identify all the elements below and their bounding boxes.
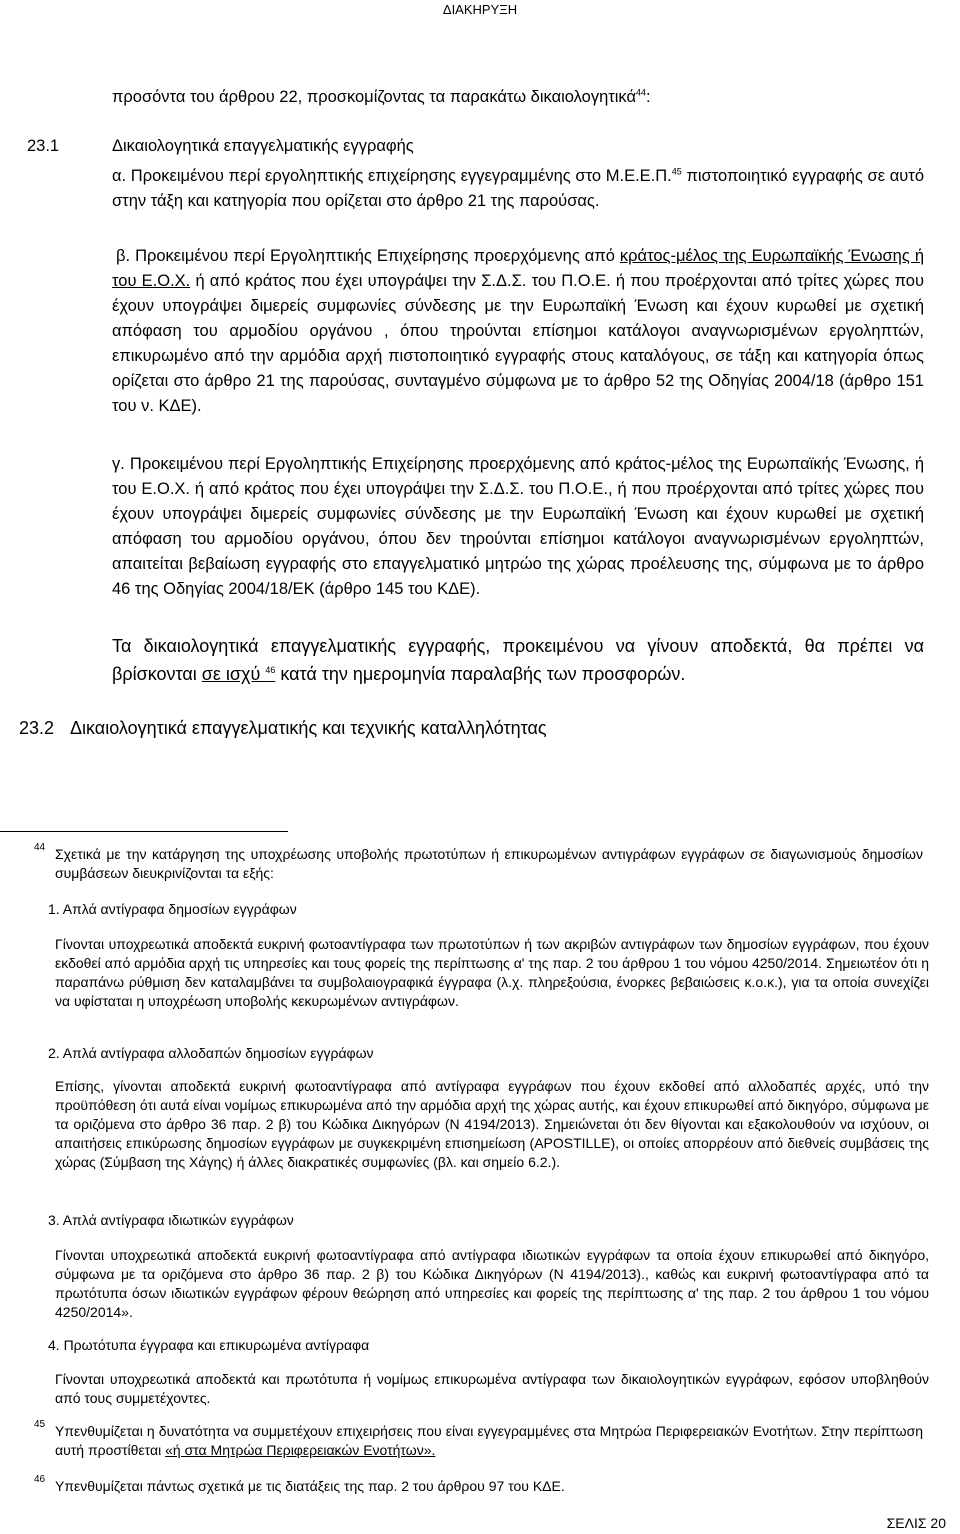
validity-underlined: σε ισχύ $^{46}$	[201, 664, 276, 684]
validity-prefix: Τα δικαιολογητικά επαγγελματικής εγγραφής, προκειμένου να γίνουν αποδεκτά, θα πρέπει να βρίσκονται	[112, 636, 924, 684]
intro-text: προσόντα του άρθρου 22, προσκομίζοντας τα παρακάτω δικαιολογητικά	[112, 88, 637, 106]
validity-rest: κατά την ημερομηνία παραλαβής των προσφορών.	[275, 664, 686, 684]
item-b-prefix: β. Προκειμένου περί Εργοληπτικής Επιχείρησης προερχόμενης από	[116, 247, 620, 265]
item-b-underlined: κράτος-μέλος της Ευρωπαϊκής Ένωσης ή του Ε.Ο.Χ.	[112, 247, 924, 290]
item-a-text-2: πιστοποιητικό εγγραφής σε αυτό στην τάξη και κατηγορία που ορίζεται στο άρθρο 21 της παρούσας.	[112, 167, 925, 210]
footnote-44-intro: Σχετικά με την κατάργηση της υποχρέωσης υποβολής πρωτοτύπων ή επικυρωμένων αντιγράφων εγγράφων σε διαγωνισμούς δημοσίων συμβάσεων διευκρινίζονται τα εξής:	[55, 846, 923, 881]
section-23-2-title: Δικαιολογητικά επαγγελματικής και τεχνικής καταλληλότητας	[70, 718, 547, 738]
footnote-ref-45[interactable]: 45	[671, 166, 682, 177]
item-b-paragraph	[112, 244, 924, 419]
footnote-45-body: Υπενθυμίζεται η δυνατότητα να συμμετέχουν επιχειρήσεις που είναι εγγεγραμμένες στα Μητρώα Περιφερειακών Ενοτήτων. Στην περίπτωση αυτή προστίθεται	[55, 1423, 923, 1458]
intro-paragraph	[112, 85, 912, 110]
intro-end: :	[646, 88, 651, 106]
footnote-44-number: 44	[34, 842, 46, 853]
footnote-45-number: 45	[34, 1419, 46, 1430]
footnote-item-4-title: 4. Πρωτότυπα έγγραφα και επικυρωμένα αντίγραφα	[48, 1337, 370, 1353]
footnote-46-number: 46	[34, 1474, 46, 1485]
footnote-item-2-title: 2. Απλά αντίγραφα αλλοδαπών δημοσίων εγγράφων	[48, 1045, 374, 1061]
validity-paragraph	[112, 632, 924, 688]
item-a-paragraph	[112, 164, 924, 214]
page-number: ΣΕΛΙΣ 20	[886, 1515, 946, 1531]
footnote-item-1-text: Γίνονται υποχρεωτικά αποδεκτά ευκρινή φωτοαντίγραφα των πρωτοτύπων ή των ακριβών αντιγράφων των δημοσίων εγγράφων, που έχουν εκδοθεί από αρμόδια αρχή τις υπηρεσίες και τους φορείς της περίπτωσης α' της παρ. 2 του άρθρου 1 του νόμου 4250/2014. Σημειωτέον ότι η παραπάνω ρύθμιση δεν καταλαμβάνει τα συμβολαιογραφικά έγγραφα (λ.χ. πληρεξούσια, ένορκες βεβαιώσεις κ.ο.κ.), για τα οποία συνεχίζει να υφίσταται η υποχρέωση υποβολής κεκυρωμένων αντιγράφων.	[55, 936, 929, 1009]
footnote-45-underlined: «ή στα Μητρώα Περιφερειακών Ενοτήτων».	[165, 1442, 436, 1458]
footnote-ref-46[interactable]: 46	[265, 665, 276, 675]
item-a-text-1: α. Προκειμένου περί εργοληπτικής επιχείρησης εγγεγραμμένης στο Μ.Ε.Ε.Π.	[112, 167, 672, 185]
footnote-46-text: Υπενθυμίζεται πάντως σχετικά με τις διατάξεις της παρ. 2 του άρθρου 97 του ΚΔΕ.	[55, 1478, 565, 1494]
footnote-item-3-text: Γίνονται υποχρεωτικά αποδεκτά ευκρινή φωτοαντίγραφα από αντίγραφα ιδιωτικών εγγράφων τα οποία έχουν επικυρωθεί από δικηγόρο, σύμφωνα με τα οριζόμενα στο άρθρο 36 παρ. 2 β) του Κώδικα Δικηγόρων (Ν 4194/2013)., καθώς και ευκρινή φωτοαντίγραφα από τα πρωτότυπα όσων ιδιωτικών εγγράφων φέρουν θεώρηση από υπηρεσίες και φορείς της περίπτωσης α' της παρ. 2 του άρθρου 1 του νόμου 4250/2014».	[55, 1247, 929, 1320]
footnote-item-4-text: Γίνονται υποχρεωτικά αποδεκτά και πρωτότυπα ή νομίμως επικυρωμένα αντίγραφα των δικαιολογητικών εγγράφων, εφόσον υποβληθούν από τους συμμετέχοντες.	[55, 1371, 929, 1406]
footnote-item-1-title: 1. Απλά αντίγραφα δημοσίων εγγράφων	[48, 901, 297, 917]
footnote-separator	[0, 831, 288, 832]
section-23-1-title: Δικαιολογητικά επαγγελματικής εγγραφής	[112, 137, 414, 155]
footnote-ref-44[interactable]: 44	[636, 87, 647, 98]
footnote-item-2-text: Επίσης, γίνονται αποδεκτά ευκρινή φωτοαντίγραφα από αντίγραφα εγγράφων που έχουν εκδοθεί από αλλοδαπές αρχές, υπό την προϋπόθεση ότι αυτά είναι νομίμως επικυρωμένα από την αρμόδια αρχή της χώρας αυτής, και έχουν επικυρωθεί από δικηγόρο, σύμφωνα με τα οριζόμενα στο άρθρο 36 παρ. 2 β) του Κώδικα Δικηγόρων (Ν 4194/2013). Σημειώνεται ότι δεν θίγονται και εξακολουθούν να ισχύουν, οι απαιτήσεις επικύρωσης δημοσίων εγγράφων με συγκεκριμένη επισημείωση (APOSTILLE), οι οποίες απορρέουν από διεθνείς συμβάσεις της χώρας (Σύμβαση της Χάγης) ή άλλες διακρατικές συμφωνίες (βλ. και σημείο 6.2.).	[55, 1078, 929, 1170]
page-header: ΔΙΑΚΗΡΥΞΗ	[442, 2, 518, 17]
item-g-paragraph: γ. Προκειμένου περί Εργοληπτικής Επιχείρησης προερχόμενης από κράτος-μέλος της Ευρωπαϊκής Ένωσης, ή του Ε.Ο.Χ. ή από κράτος που έχει υπογράψει την Σ.Δ.Σ. του Π.Ο.Ε., ή που προέρχονται από τρίτες χώρες που έχουν υπογράψει διμερείς συμφωνίες σύνδεσης με την Ευρωπαϊκή Ένωση και έχουν κυρωθεί με σχετική απόφαση του αρμοδίου οργάνου, όπου δεν τηρούνται επίσημοι κατάλογοι αναγνωρισμένων εργοληπτών, απαιτείται βεβαίωση εγγραφής στο επαγγελματικό μητρώο της χώρας προέλευσης της, σύμφωνα με το άρθρο 46 της Οδηγίας 2004/18/ΕΚ (άρθρο 145 του ΚΔΕ).	[112, 455, 924, 598]
footnote-45-text	[55, 1422, 923, 1460]
item-b-rest: ή από κράτος που έχει υπογράψει την Σ.Δ.Σ. του Π.Ο.Ε. ή που προέρχονται από τρίτες χώρες που έχουν υπογράψει διμερείς συμφωνίες σύνδεσης με την Ευρωπαϊκή Ένωση και έχουν κυρωθεί με σχετική απόφαση του αρμοδίου οργάνου , όπου τηρούνται επίσημοι κατάλογοι αναγνωρισμένων εργοληπτών, επικυρωμένο από την αρμόδια αρχή πιστοποιητικό εγγραφής στους καταλόγους, σε τάξη και κατηγορία όπως ορίζεται στο άρθρο 21 της παρούσας, συνταγμένο σύμφωνα με το άρθρο 52 της Οδηγίας 2004/18 (άρθρο 151 του ν. ΚΔΕ).	[112, 272, 924, 415]
section-23-2-number: 23.2	[19, 718, 55, 738]
footnote-item-3-title: 3. Απλά αντίγραφα ιδιωτικών εγγράφων	[48, 1212, 294, 1228]
section-23-1-number: 23.1	[27, 137, 60, 155]
